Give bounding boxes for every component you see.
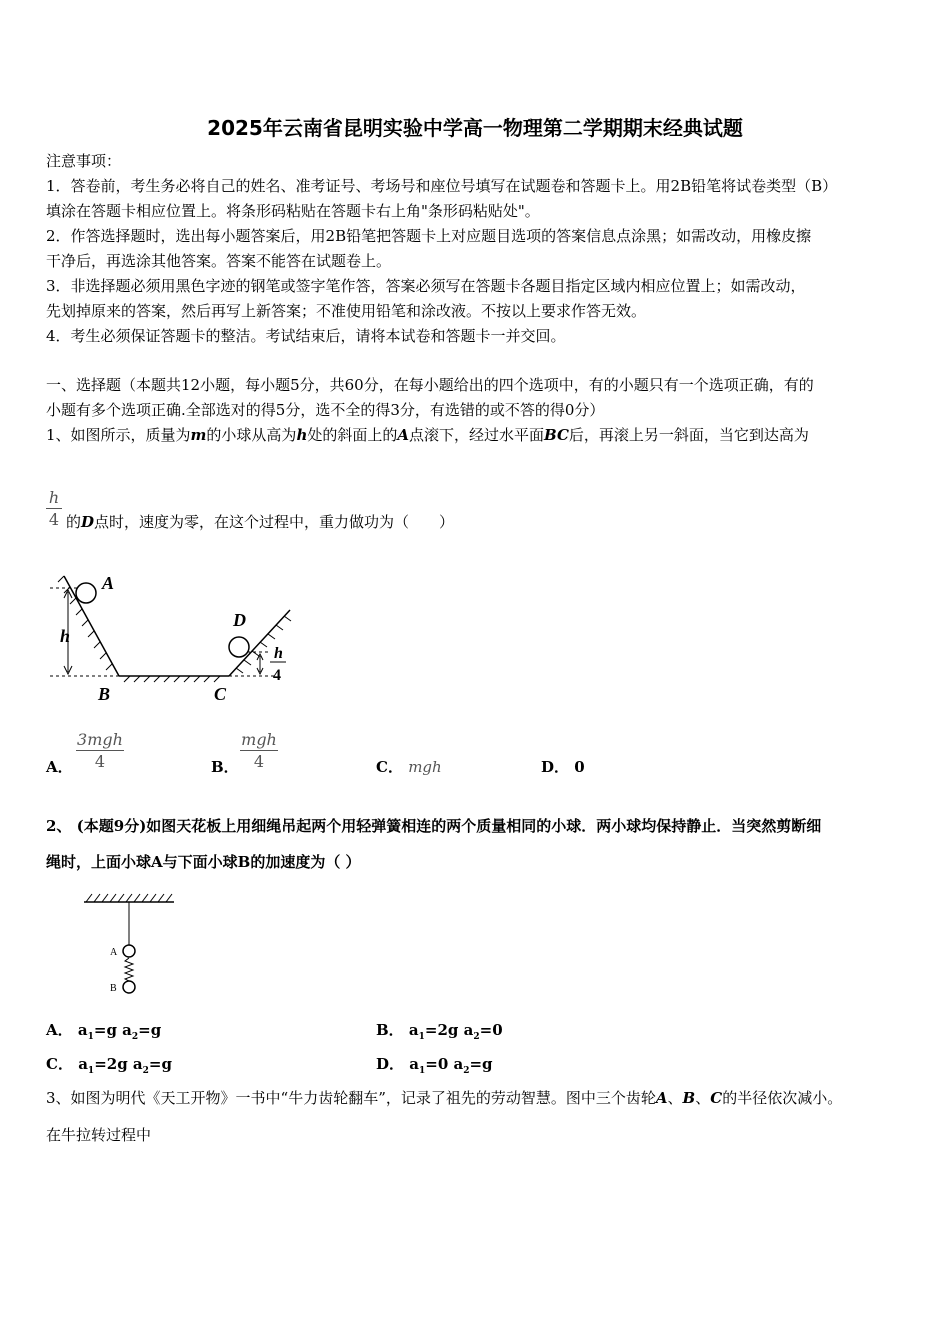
option-C[interactable]: C． $a_1=2g$ $a_2=g$ [46,1055,172,1076]
option-A-fraction: 3mgh 4 [77,730,123,771]
label-C: C [214,684,227,704]
label-B: B [98,684,111,704]
ball-D [229,637,249,657]
question-3-text: 3、如图为明代《天工开物》一书中“牛力齿轮翻车”，记录了祖先的劳动智慧。图中三个齿轮A、B、C的半径依次减小。 [46,1089,843,1107]
incline-figure [46,566,296,706]
option-C[interactable]: C． mgh [376,758,442,776]
label-D: D [233,610,246,630]
label-A: A [110,947,118,958]
page-title: 2025年云南省昆明实验中学高一物理第二学期期末经典试题 [207,116,743,140]
label-h4-den: 4 [273,667,281,684]
option-D[interactable]: D． $a_1=0$ $a_2=g$ [376,1055,493,1076]
notice-line: 4．考生必须保证答题卡的整洁。考试结束后，请将本试卷和答题卡一并交回。 [46,327,566,345]
label-B: B [110,983,117,994]
notice-line: 1．答卷前，考生务必将自己的姓名、准考证号、考场号和座位号填写在试题卷和答题卡上。用2B铅笔将试卷类型（B） [46,177,838,195]
option-B[interactable]: B． [211,758,239,776]
notice-line: 2．作答选择题时，选出每小题答案后，用2B铅笔把答题卡上对应题目选项的答案信息点涂黑；如需改动，用橡皮擦 [46,227,812,245]
notice-line: 先划掉原来的答案，然后再写上新答案；不准使用铅笔和涂改液。不按以上要求作答无效。 [46,302,647,320]
ball-A [123,945,135,957]
label-h: h [60,626,71,646]
label-h4-num: h [274,645,283,662]
notice-heading: 注意事项： [46,152,122,170]
option-A[interactable]: A． $a_1=g$ $a_2=g$ [46,1021,162,1042]
question-2-text: 2、 (本题9分)如图天花板上用细绳吊起两个用轻弹簧相连的两个质量相同的小球．两小球均保持静止．当突然剪断细 [46,817,822,835]
notice-line: 3．非选择题必须用黑色字迹的钢笔或签字笔作答，答案必须写在答题卡各题目指定区域内相应位置上；如需改动， [46,277,806,295]
option-B-fraction: mgh 4 [241,730,277,771]
option-B[interactable]: B． $a_1=2g$ $a_2=0$ [376,1021,503,1042]
section-heading: 小题有多个选项正确.全部选对的得5分，选不全的得3分，有选错的或不答的得0分） [46,401,605,419]
question-1-text-line2: 的D点时，速度为零，在这个过程中，重力做功为（ ） [66,513,455,531]
notice-line: 填涂在答题卡相应位置上。将条形码粘贴在答题卡右上角"条形码粘贴处"。 [46,202,540,220]
ball-A [76,583,96,603]
option-A[interactable]: A． [46,758,73,776]
fraction-h-over-4: h 4 [46,488,62,529]
ball-B [123,981,135,993]
question-3-text-line2: 在牛拉转过程中 [46,1126,152,1144]
section-heading: 一、选择题（本题共12小题，每小题5分，共60分，在每小题给出的四个选项中，有的小题只有一个选项正确，有的 [46,376,814,394]
label-A: A [102,573,115,593]
notice-line: 干净后，再选涂其他答案。答案不能答在试题卷上。 [46,252,392,270]
question-1-text: 1、如图所示，质量为m的小球从高为h处的斜面上的A点滚下，经过水平面BC后，再滚上另一斜面，当它到达高为 [46,426,809,444]
question-2-text-line2: 绳时，上面小球A与下面小球B的加速度为（ ） [46,853,361,871]
option-D[interactable]: D． 0 [541,758,585,776]
spring-figure [80,888,180,998]
